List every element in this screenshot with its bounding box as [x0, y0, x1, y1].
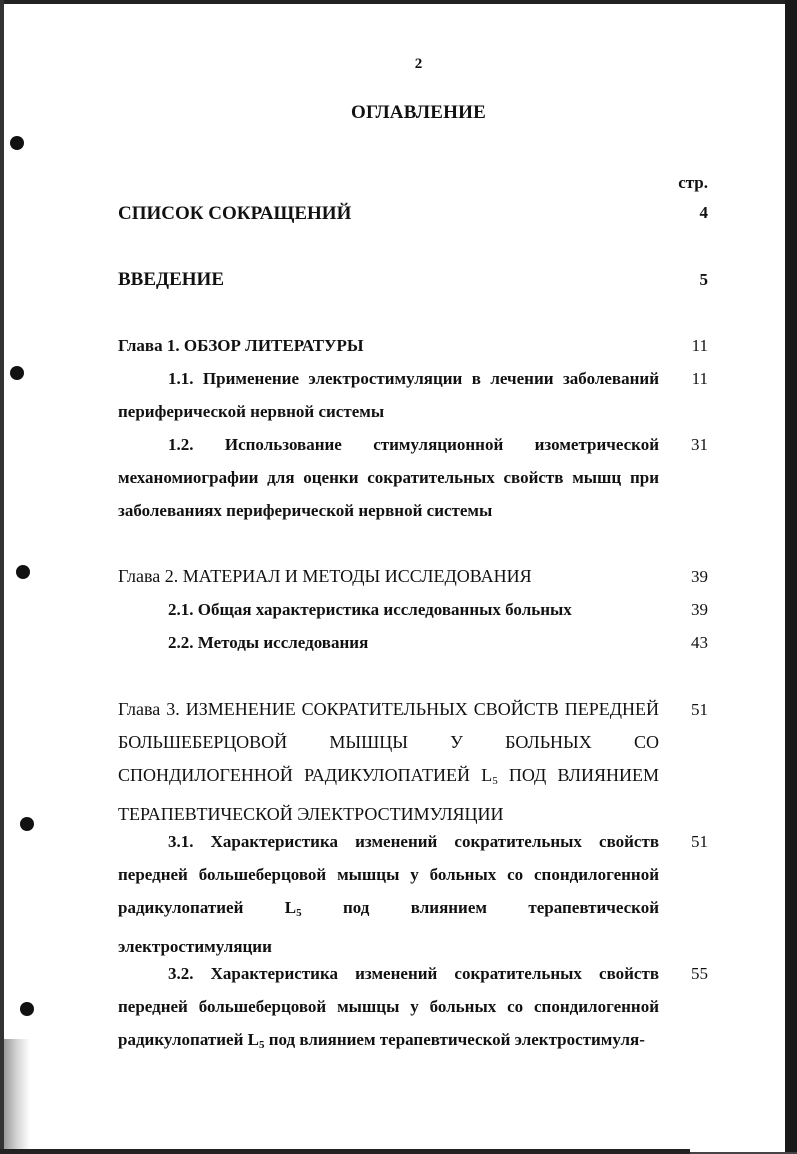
- scan-border-bottom: [0, 1149, 690, 1154]
- toc-entry-chapter-3: [118, 693, 659, 831]
- binder-hole: [10, 366, 24, 380]
- toc-entry-section-2-1: 2.1. Общая характеристика исследованных больных: [168, 600, 572, 619]
- scan-border-right: [785, 0, 797, 1154]
- toc-page-section-3-1: 51: [691, 832, 708, 851]
- binder-hole: [16, 565, 30, 579]
- toc-entry-chapter-2: Глава 2. МАТЕРИАЛ И МЕТОДЫ ИССЛЕДОВАНИЯ: [118, 566, 532, 586]
- toc-page-section-2-1: 39: [691, 600, 708, 619]
- toc-entry-section-1-1: 1.1. Применение электростимуляции в лечении заболеваний периферической нервной системы: [118, 369, 659, 421]
- page-title: ОГЛАВЛЕНИЕ: [351, 102, 486, 123]
- toc-entry-section-3-1-text-end: под влиянием терапевтической электростимуляции: [118, 898, 659, 956]
- toc-entry-section-3-2: [118, 957, 659, 1062]
- toc-page-chapter-2: 39: [691, 567, 708, 586]
- toc-entry-chapter-3-text-end: ПОД ВЛИЯНИЕМ ТЕРАПЕВТИЧЕСКОЙ ЭЛЕКТРОСТИМУЛЯЦИИ: [118, 765, 659, 824]
- toc-page-introduction: 5: [699, 270, 708, 289]
- binder-hole: [10, 136, 24, 150]
- toc-entry-chapter-3-text: Глава 3. ИЗМЕНЕНИЕ СОКРАТИТЕЛЬНЫХ СВОЙСТВ ПЕРЕДНЕЙ БОЛЬШЕБЕРЦОВОЙ МЫШЦЫ У БОЛЬНЫХ СО СПОНДИЛОГЕННОЙ РАДИКУЛОПАТИЕЙ L: [118, 699, 659, 785]
- toc-page-chapter-1: 11: [691, 336, 708, 355]
- toc-entry-section-2-2: 2.2. Методы исследования: [168, 633, 369, 652]
- toc-entry-section-3-1-text: 3.1. Характеристика изменений сократительных свойств передней большеберцовой мышцы у больных со спондилогенной радикулопатией L: [118, 832, 659, 917]
- page-number: 2: [414, 56, 423, 72]
- toc-entry-section-3-1-subscript: 5: [296, 907, 302, 919]
- scan-corner-shadow: [4, 1039, 30, 1149]
- binder-hole: [20, 817, 34, 831]
- toc-entry-section-3-1: [118, 825, 659, 963]
- toc-page-section-1-1: 11: [691, 369, 708, 388]
- toc-entry-section-3-2-text-end: под влиянием терапевтической электростимуля-: [264, 1030, 645, 1049]
- toc-entry-chapter-3-subscript: 5: [492, 775, 498, 787]
- toc-entry-abbreviations: СПИСОК СОКРАЩЕНИЙ: [118, 203, 352, 224]
- toc-page-abbreviations: 4: [699, 203, 708, 222]
- toc-entry-chapter-1: Глава 1. ОБЗОР ЛИТЕРАТУРЫ: [118, 336, 364, 355]
- toc-page-section-1-2: 31: [691, 435, 708, 454]
- toc-entry-section-3-2-subscript: 5: [258, 1039, 265, 1051]
- scan-border-left: [0, 0, 4, 1154]
- page-column-header: стр.: [678, 173, 708, 192]
- toc-page-section-3-2: 55: [691, 964, 708, 983]
- binder-hole: [20, 1002, 34, 1016]
- toc-entry-section-1-2: 1.2. Использование стимуляционной изометрической механомиографии для оценки сократительных свойств мышц при заболеваниях периферической нервной системы: [118, 435, 659, 520]
- scan-border-top: [0, 0, 797, 4]
- toc-entry-section-3-2-text: 3.2. Характеристика изменений сократительных свойств передней большеберцовой мышцы у больных со спондилогенной радикулопатией L: [118, 964, 659, 1049]
- toc-page-chapter-3: 51: [691, 700, 708, 719]
- toc-entry-introduction: ВВЕДЕНИЕ: [118, 269, 224, 290]
- toc-page-section-2-2: 43: [691, 633, 708, 652]
